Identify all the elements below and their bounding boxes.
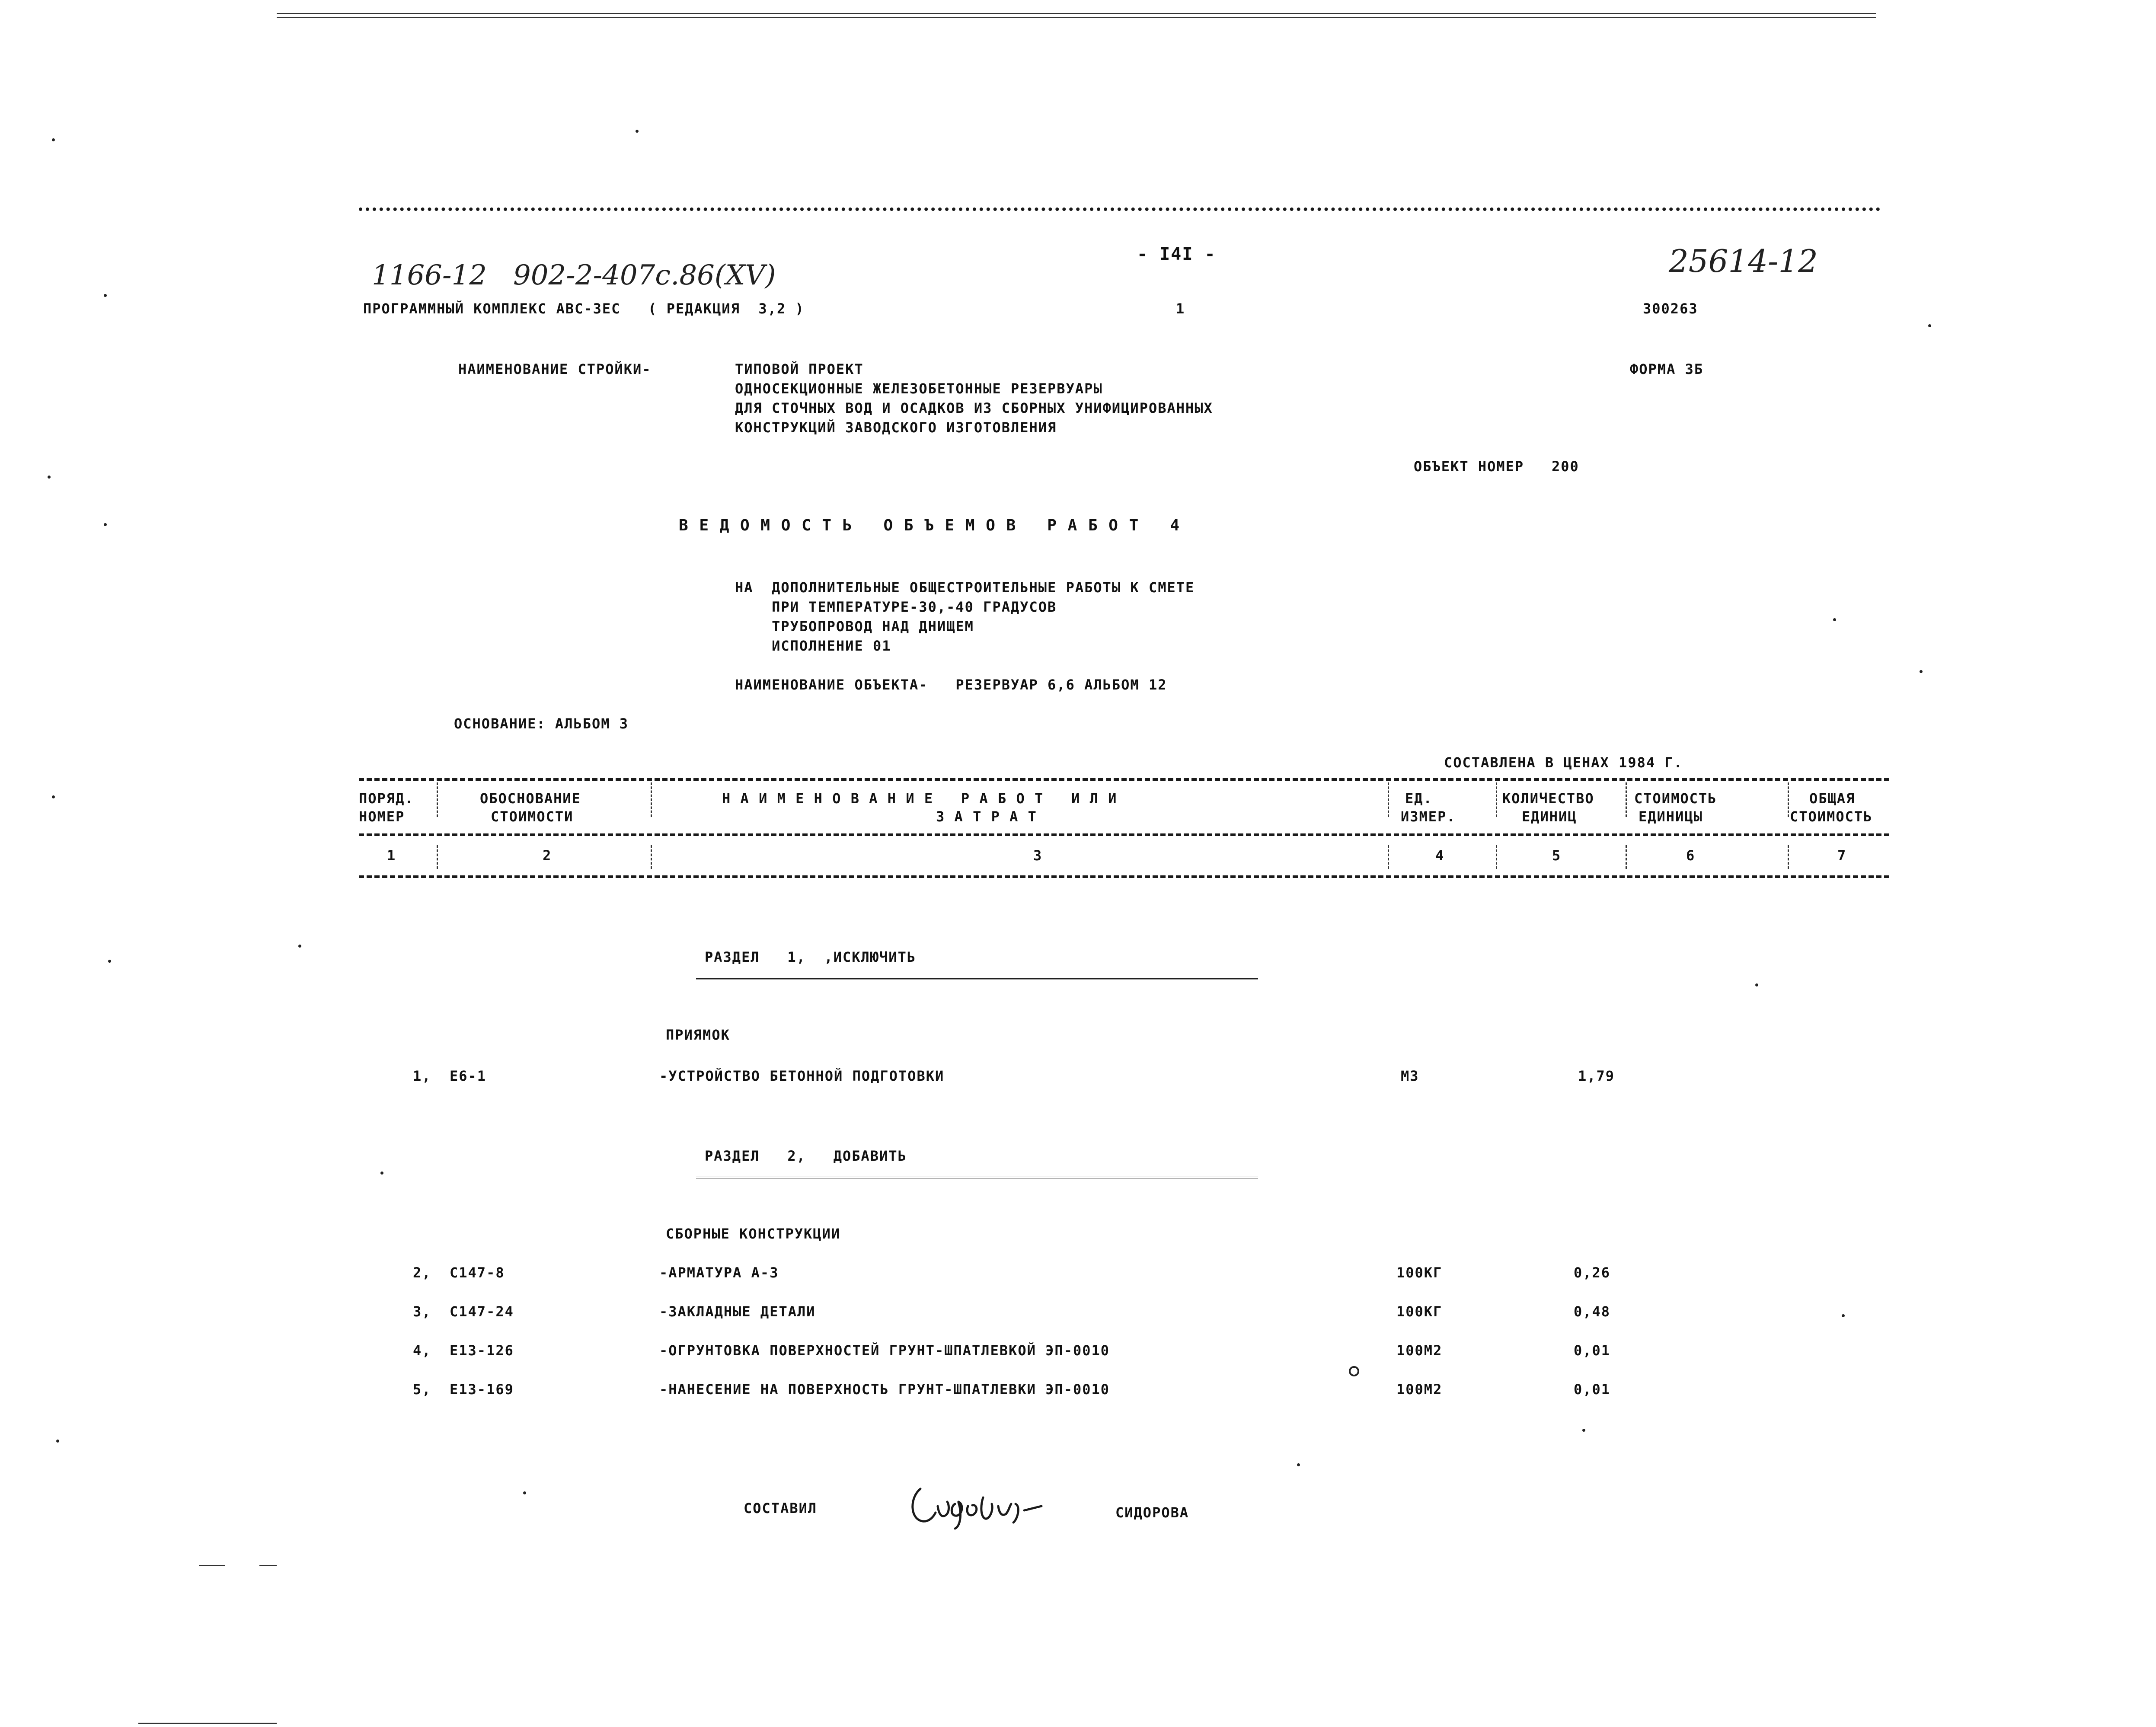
scan-speck [636,130,639,133]
col-number-divider-2 [651,845,652,869]
group-heading: ПРИЯМОК [666,1027,730,1043]
scan-speck [1582,1429,1585,1432]
handwritten-signature [899,1472,1042,1524]
col-4-header-2: ИЗМЕР. [1401,808,1456,825]
compiled-by-label: СОСТАВИЛ [744,1500,818,1516]
basis: ОСНОВАНИЕ: АЛЬБОМ 3 [454,715,629,732]
row-number: 4, [413,1342,431,1359]
scan-speck [1755,983,1758,986]
top-rule [277,13,1876,14]
row-name: -УСТРОЙСТВО БЕТОННОЙ ПОДГОТОВКИ [659,1068,945,1084]
construction-name-line-4: КОНСТРУКЦИЙ ЗАВОДСКОГО ИЗГОТОВЛЕНИЯ [735,419,1057,436]
row-code: С147-24 [450,1303,514,1320]
construction-name-line-3: ДЛЯ СТОЧНЫХ ВОД И ОСАДКОВ ИЗ СБОРНЫХ УНИФИЦИРОВАННЫХ [735,400,1213,416]
row-quantity: 0,26 [1574,1264,1611,1281]
scan-speck [104,523,107,526]
top-rule-2 [277,17,1876,18]
subtitle-line-4: ИСПОЛНЕНИЕ 01 [735,638,891,654]
col-number-divider-1 [437,845,438,869]
col-number-5: 5 [1552,847,1562,864]
subtitle-line-3: ТРУБОПРОВОД НАД ДНИЩЕМ [735,618,974,635]
construction-name-line-1: ТИПОВОЙ ПРОЕКТ [735,361,864,377]
row-quantity: 0,01 [1574,1342,1611,1359]
perforation-rule [359,207,1881,211]
col-7-header-2: СТОИМОСТЬ [1790,808,1873,825]
row-number: 5, [413,1381,431,1398]
form-label: ФОРМА 3Б [1630,361,1704,377]
program-line: ПРОГРАММНЫЙ КОМПЛЕКС АВС-ЗЕС ( РЕДАКЦИЯ 3,2 ) [363,300,805,317]
col-number-divider-3 [1388,845,1389,869]
page-number: - I4I - [1137,244,1216,264]
col-number-divider-4 [1496,845,1497,869]
price-level: СОСТАВЛЕНА В ЦЕНАХ 1984 Г. [1444,754,1683,771]
table-top-rule [359,778,1889,781]
handwritten-reference: 1166-12 902-2-407c.86(XV) [372,259,776,291]
object-name: НАИМЕНОВАНИЕ ОБЪЕКТА- РЕЗЕРВУАР 6,6 АЛЬБОМ 12 [735,677,1167,693]
col-number-6: 6 [1686,847,1696,864]
col-divider-1 [437,782,438,817]
scan-speck [56,1440,59,1443]
handwritten-sheet-number: 25614-12 [1669,243,1818,279]
scan-speck [380,1172,383,1175]
scan-speck [52,138,55,141]
col-2-header: ОБОСНОВАНИЕ [480,790,581,807]
row-quantity: 0,01 [1574,1381,1611,1398]
row-name: -ЗАКЛАДНЫЕ ДЕТАЛИ [659,1303,816,1320]
table-numbers-rule [359,875,1889,878]
scan-speck [52,795,55,798]
section-2-underline [696,1177,1258,1178]
sheet-number: 1 [1176,300,1185,317]
scan-speck [1833,618,1836,621]
section-1-title: РАЗДЕЛ 1, ,ИСКЛЮЧИТЬ [705,949,917,965]
document-title: В Е Д О М О С Т Ь О Б Ъ Е М О В Р А Б О Т 4 [679,517,1181,534]
row-quantity: 1,79 [1578,1068,1615,1084]
col-divider-2 [651,782,652,817]
col-number-3: 3 [1033,847,1043,864]
row-code: Е13-126 [450,1342,514,1359]
col-3-header-2: З А Т Р А Т [936,808,1037,825]
subtitle-line-2: ПРИ ТЕМПЕРАТУРЕ-30,-40 ГРАДУСОВ [735,599,1057,615]
construction-name-line-2: ОДНОСЕКЦИОННЫЕ ЖЕЛЕЗОБЕТОННЫЕ РЕЗЕРВУАРЫ [735,380,1103,397]
subtitle-line-1: НА ДОПОЛНИТЕЛЬНЫЕ ОБЩЕСТРОИТЕЛЬНЫЕ РАБОТЫ К СМЕТЕ [735,579,1195,596]
scan-speck [523,1491,526,1494]
scan-speck [1297,1463,1300,1466]
bottom-left-mark-2 [259,1565,277,1566]
row-unit: 100М2 [1396,1342,1443,1359]
group-heading: СБОРНЫЕ КОНСТРУКЦИИ [666,1226,841,1242]
col-divider-5 [1626,782,1627,817]
col-number-7: 7 [1837,847,1847,864]
col-5-header: КОЛИЧЕСТВО [1502,790,1594,807]
object-number: ОБЪЕКТ НОМЕР 200 [1414,458,1579,475]
row-name: -АРМАТУРА А-3 [659,1264,779,1281]
col-1-header: ПОРЯД. [359,790,414,807]
row-unit: М3 [1401,1068,1419,1084]
scan-speck [1842,1314,1845,1317]
row-name: -НАНЕСЕНИЕ НА ПОВЕРХНОСТЬ ГРУНТ-ШПАТЛЕВКИ ЭП-0010 [659,1381,1110,1398]
section-1-underline [696,978,1258,980]
bottom-left-mark [199,1565,225,1566]
scan-speck [108,960,111,963]
col-2-header-2: СТОИМОСТИ [491,808,574,825]
section-2-title: РАЗДЕЛ 2, ДОБАВИТЬ [705,1148,907,1164]
col-3-header: Н А И М Е Н О В А Н И Е Р А Б О Т И Л И [722,790,1118,807]
col-number-divider-6 [1788,845,1789,869]
col-divider-6 [1788,782,1789,817]
col-4-header: ЕД. [1405,790,1433,807]
circle-mark [1349,1366,1359,1376]
row-unit: 100КГ [1396,1303,1443,1320]
scan-speck [298,945,301,948]
compiled-by-name: СИДОРОВА [1115,1504,1189,1521]
col-6-header-2: ЕДИНИЦЫ [1639,808,1703,825]
table-header-rule [359,833,1889,836]
col-6-header: СТОИМОСТЬ [1634,790,1717,807]
row-quantity: 0,48 [1574,1303,1611,1320]
row-name: -ОГРУНТОВКА ПОВЕРХНОСТЕЙ ГРУНТ-ШПАТЛЕВКОЙ ЭП-0010 [659,1342,1110,1359]
col-divider-4 [1496,782,1497,817]
row-code: С147-8 [450,1264,505,1281]
row-code: Е13-169 [450,1381,514,1398]
col-7-header: ОБЩАЯ [1809,790,1856,807]
row-number: 1, [413,1068,431,1084]
col-number-2: 2 [543,847,552,864]
col-1-header-2: НОМЕР [359,808,405,825]
col-number-4: 4 [1435,847,1445,864]
row-unit: 100КГ [1396,1264,1443,1281]
row-number: 2, [413,1264,431,1281]
col-number-divider-5 [1626,845,1627,869]
scan-speck [104,294,107,297]
row-number: 3, [413,1303,431,1320]
scan-speck [1920,670,1923,673]
col-divider-3 [1388,782,1389,817]
scan-speck [1928,324,1931,327]
row-unit: 100М2 [1396,1381,1443,1398]
bottom-rule [138,1723,277,1724]
row-code: Е6-1 [450,1068,487,1084]
document-code: 300263 [1643,300,1698,317]
col-number-1: 1 [387,847,396,864]
scan-speck [48,476,51,479]
construction-name-label: НАИМЕНОВАНИЕ СТРОЙКИ- [458,361,652,377]
col-5-header-2: ЕДИНИЦ [1522,808,1577,825]
